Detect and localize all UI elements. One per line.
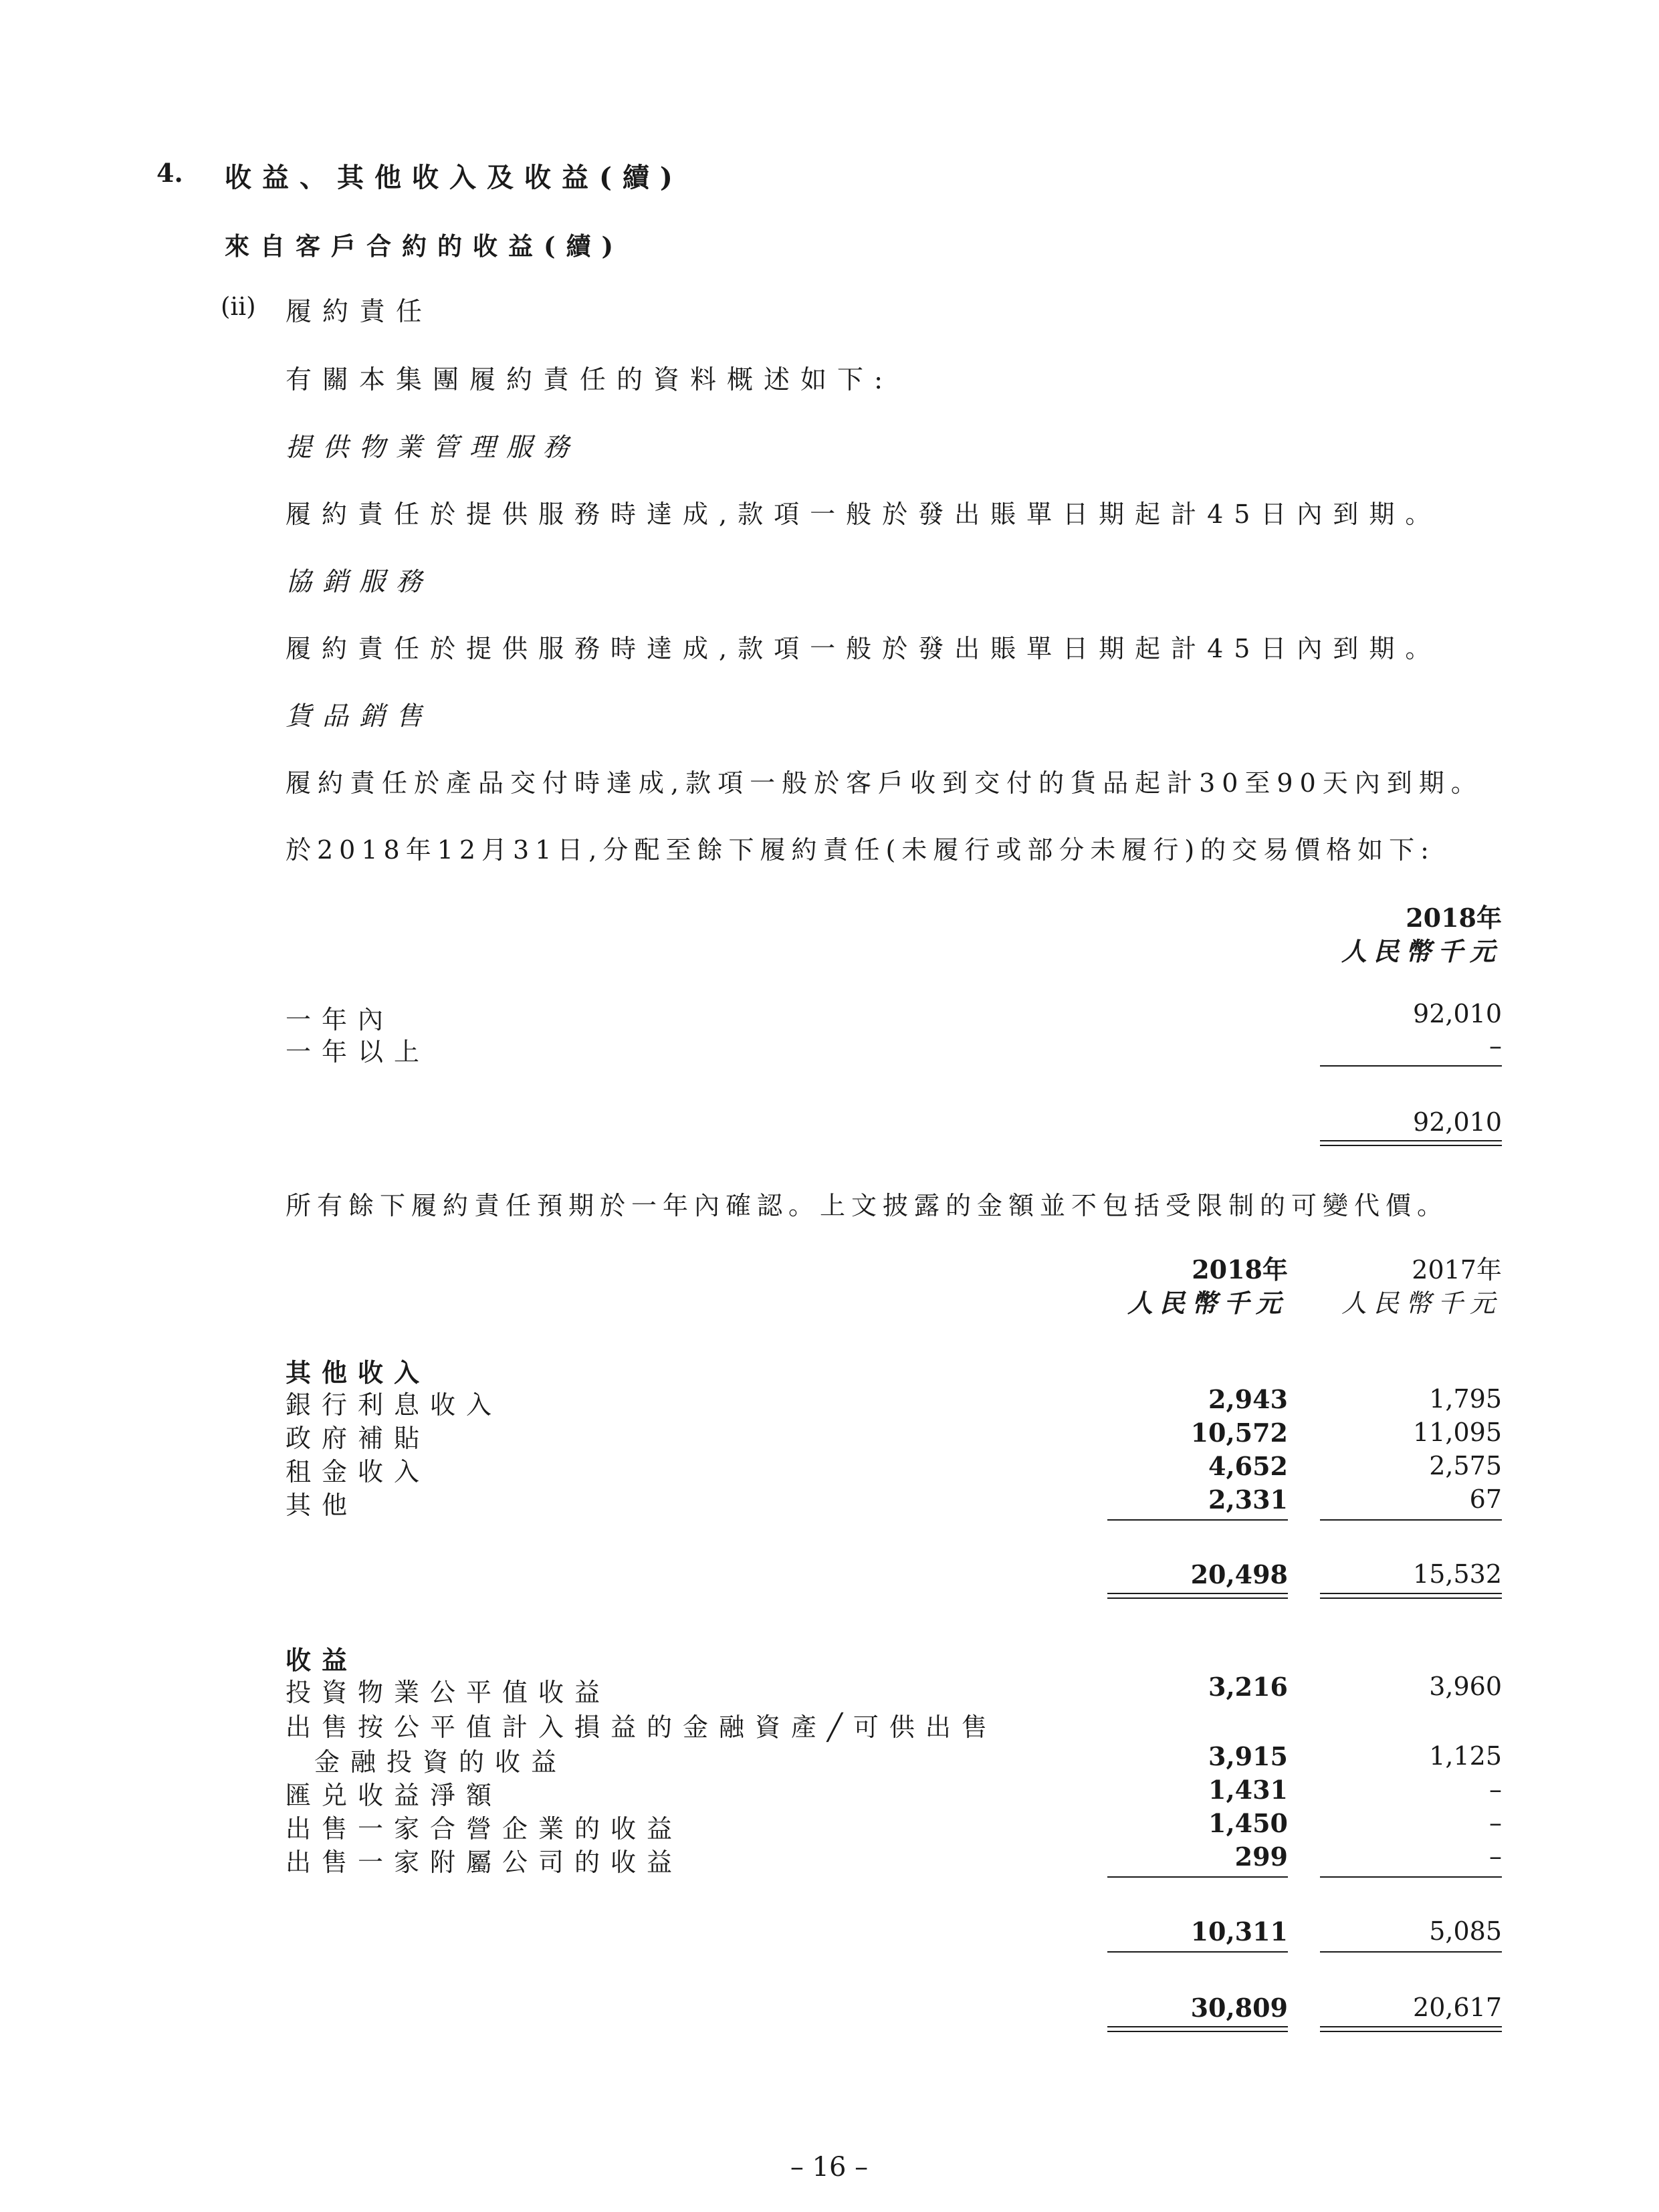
grand-total-rule-2018 [1107, 2026, 1288, 2027]
other-income-subtotal-rule-2018 [1107, 1593, 1288, 1594]
gains-2018: 3,915 [1208, 1741, 1288, 1771]
section-title: 收益、其他收入及收益(續) [225, 162, 683, 193]
gains-2017: – [1489, 1808, 1502, 1838]
gains-2017: 1,125 [1429, 1741, 1502, 1771]
gains-2017: – [1489, 1842, 1502, 1871]
gains-subtotal-2018: 10,311 [1190, 1916, 1288, 1947]
table1-row-label: 一年內 [286, 1005, 395, 1034]
grand-total-2017: 20,617 [1413, 1993, 1502, 2022]
other-income-row-label: 銀行利息收入 [286, 1390, 503, 1420]
other-income-subtotal-2018: 20,498 [1190, 1559, 1288, 1589]
gains-subtotal-2017: 5,085 [1429, 1916, 1502, 1946]
gains-row-label: 出售按公平值計入損益的金融資產╱可供出售 [286, 1712, 998, 1742]
gains-row-label: 出售一家附屬公司的收益 [286, 1848, 683, 1877]
other-income-subtotal-rule-2017 [1320, 1593, 1502, 1594]
item-label: (ii) [221, 292, 256, 321]
table1-total-rule-bottom [1320, 1145, 1502, 1146]
other-income-row-label: 租金收入 [286, 1457, 431, 1486]
gains-row-label: 匯兑收益淨額 [286, 1781, 503, 1810]
table1-total: 92,010 [1413, 1107, 1502, 1137]
gains-2018: 3,216 [1208, 1672, 1288, 1702]
grand-total-rule-2017 [1320, 2026, 1502, 2027]
table1-subtotal-rule [1320, 1065, 1502, 1067]
other-income-2018: 2,943 [1208, 1384, 1288, 1414]
other-income-rule-2018 [1107, 1519, 1288, 1521]
other-income-row-label: 其他 [286, 1490, 358, 1520]
other-income-rule-2017 [1320, 1519, 1502, 1521]
table1-row-value: 92,010 [1413, 999, 1502, 1028]
gains-row-label-continued: 金融投資的收益 [314, 1747, 568, 1777]
other-income-2017: 1,795 [1429, 1384, 1502, 1414]
service-text-2: 履約責任於提供服務時達成,款項一般於發出賬單日期起計45日內到期。 [286, 634, 1442, 663]
service-heading-2: 協銷服務 [286, 567, 433, 597]
gains-title: 收益 [286, 1645, 358, 1675]
page-number: – 16 – [790, 2152, 869, 2183]
grand-total-rule-2018 [1107, 2031, 1288, 2032]
table1-header-unit: 人民幣千元 [1341, 936, 1502, 966]
other-income-subtotal-rule-2018 [1107, 1597, 1288, 1599]
gains-rule-2017 [1320, 1876, 1502, 1878]
other-income-title: 其他收入 [286, 1357, 431, 1388]
grand-total-rule-2017 [1320, 2031, 1502, 2032]
grand-total-2018: 30,809 [1190, 1993, 1288, 2023]
table1-row-label: 一年以上 [286, 1037, 431, 1067]
other-income-2018: 4,652 [1208, 1451, 1288, 1481]
gains-row-label: 出售一家合營企業的收益 [286, 1814, 683, 1844]
table1-row-value: – [1489, 1031, 1502, 1061]
table2-header-year-2017: 2017年 [1412, 1255, 1502, 1285]
service-heading-1: 提供物業管理服務 [286, 433, 580, 463]
gains-2018: 1,450 [1208, 1808, 1288, 1838]
section-subtitle: 來自客戶合約的收益(續) [225, 231, 625, 261]
table2-header-year-2018: 2018年 [1192, 1254, 1288, 1285]
section-number: 4. [156, 158, 183, 188]
gains-subtotal-rule-2017 [1320, 1951, 1502, 1953]
service-text-3: 履約責任於產品交付時達成,款項一般於客戶收到交付的貨品起計30至90天內到期。 [286, 768, 1483, 798]
other-income-2018: 2,331 [1208, 1484, 1288, 1515]
other-income-subtotal-2017: 15,532 [1413, 1559, 1502, 1589]
gains-rule-2018 [1107, 1876, 1288, 1878]
service-text-1: 履約責任於提供服務時達成,款項一般於發出賬單日期起計45日內到期。 [286, 500, 1442, 529]
table2-header-unit-2017: 人民幣千元 [1341, 1289, 1502, 1318]
gains-subtotal-rule-2018 [1107, 1951, 1288, 1953]
other-income-2017: 67 [1469, 1484, 1502, 1514]
gains-2017: 3,960 [1429, 1672, 1502, 1701]
other-income-row-label: 政府補貼 [286, 1424, 431, 1453]
table1-total-rule-top [1320, 1140, 1502, 1141]
gains-row-label: 投資物業公平值收益 [286, 1678, 611, 1707]
item-title: 履約責任 [286, 297, 433, 327]
other-income-2017: 11,095 [1413, 1418, 1502, 1447]
intro-text: 有關本集團履約責任的資料概述如下: [286, 365, 894, 395]
remark-text: 所有餘下履約責任預期於一年內確認。上文披露的金額並不包括受限制的可變代價。 [286, 1191, 1449, 1220]
gains-2017: – [1489, 1775, 1502, 1804]
table1-header-year: 2018年 [1406, 903, 1502, 933]
other-income-2017: 2,575 [1429, 1451, 1502, 1480]
allocation-text: 於2018年12月31日,分配至餘下履約責任(未履行或部分未履行)的交易價格如下: [286, 835, 1435, 865]
table2-header-unit-2018: 人民幣千元 [1127, 1288, 1288, 1318]
gains-2018: 299 [1234, 1842, 1288, 1872]
other-income-subtotal-rule-2017 [1320, 1597, 1502, 1599]
other-income-2018: 10,572 [1190, 1418, 1288, 1448]
gains-2018: 1,431 [1208, 1775, 1288, 1805]
service-heading-3: 貨品銷售 [286, 701, 433, 732]
